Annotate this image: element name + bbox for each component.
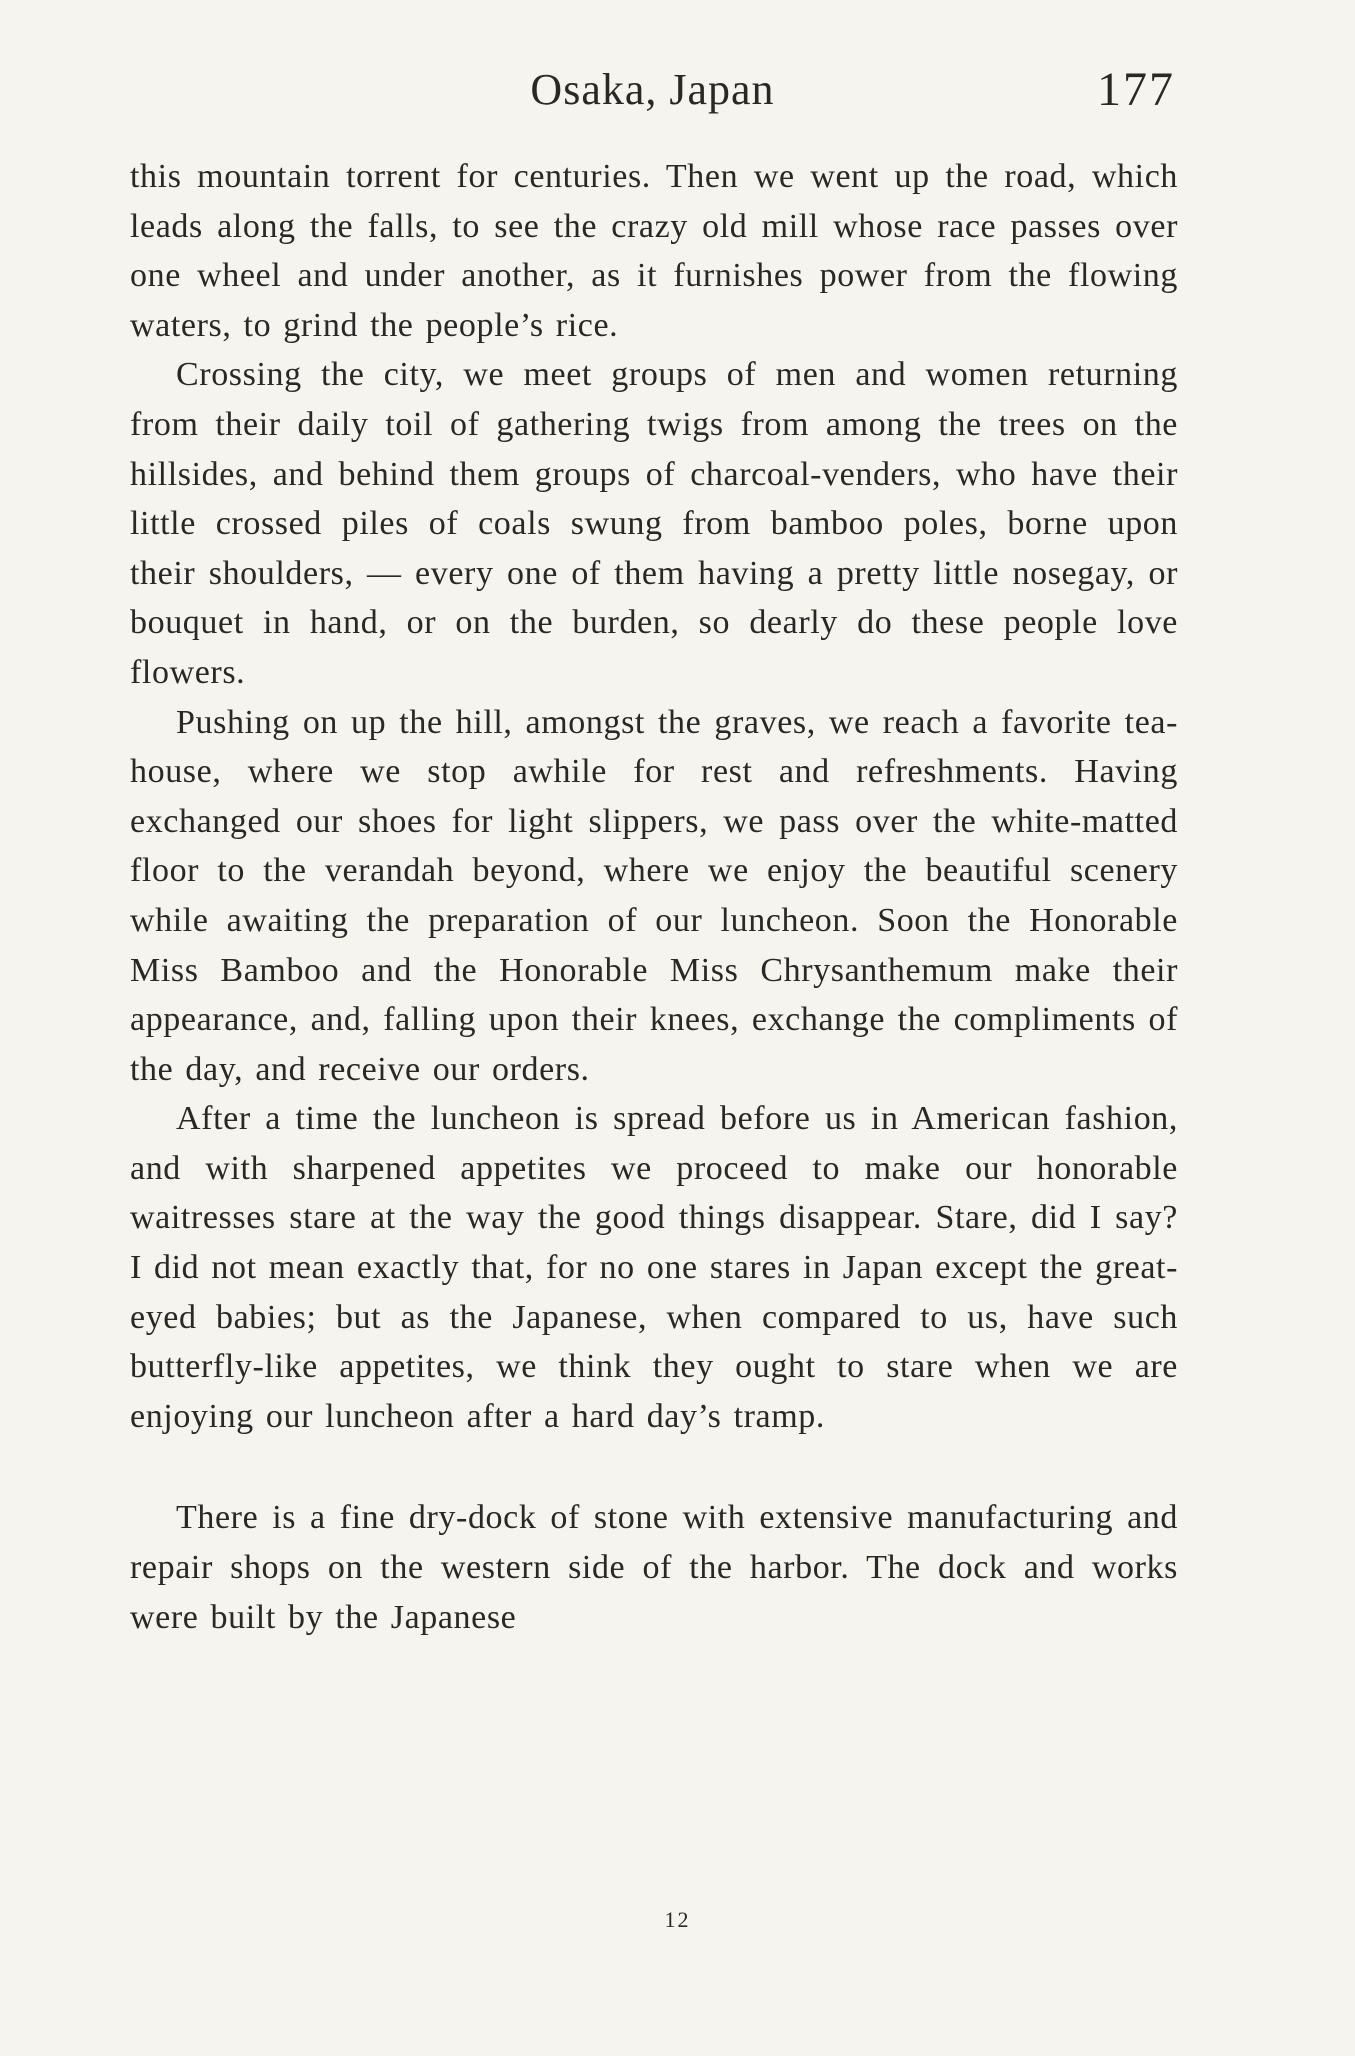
paragraph: After a time the luncheon is spread before us in American fashion, and with sharpened appetites we proceed to make our honorable waitresses stare at the way the good things disappear. Stare, did I say? I did not mean exactly that, for no one stares in Japan except the great-eyed babies; but as the Japanese, when compared to us, have such butterfly-like appetites, we think they ought to stare when we are enjoying our luncheon after a hard day’s tramp. xyxy=(130,1100,1178,1435)
running-title: Osaka, Japan xyxy=(530,65,775,114)
body-text xyxy=(130,152,1178,1642)
running-head xyxy=(130,60,1175,120)
signature-mark: 12 xyxy=(664,1907,691,1932)
paragraph: Crossing the city, we meet groups of men and women returning from their daily toil of gathering twigs from among the trees on the hillsides, and behind them groups of charcoal-venders, who have their little crossed piles of coals swung from bamboo poles, borne upon their shoulders, — every one of them having a pretty little nosegay, or bouquet in hand, or on the burden, so dearly do these people love flowers. xyxy=(130,356,1178,691)
page-number: 177 xyxy=(1097,63,1175,116)
paragraph-continued: this mountain torrent for centuries. Then we went up the road, which leads along the falls, to see the crazy old mill whose race passes over one wheel and under another, as it furnishes power from the flowing waters, to grind the people’s rice. xyxy=(130,158,1178,344)
paragraph: Pushing on up the hill, amongst the graves, we reach a favorite tea-house, where we stop awhile for rest and refreshments. Having exchanged our shoes for light slippers, we pass over the white-matted floor to the verandah beyond, where we enjoy the beautiful scenery while awaiting the preparation of our luncheon. Soon the Honorable Miss Bamboo and the Honorable Miss Chrysanthemum make their appearance, and, falling upon their knees, exchange the compliments of the day, and receive our orders. xyxy=(130,703,1178,1088)
paragraph-section-start: There is a fine dry-dock of stone with extensive manufacturing and repair shops on the western side of the harbor. The dock and works were built by the Japanese xyxy=(130,1499,1178,1636)
